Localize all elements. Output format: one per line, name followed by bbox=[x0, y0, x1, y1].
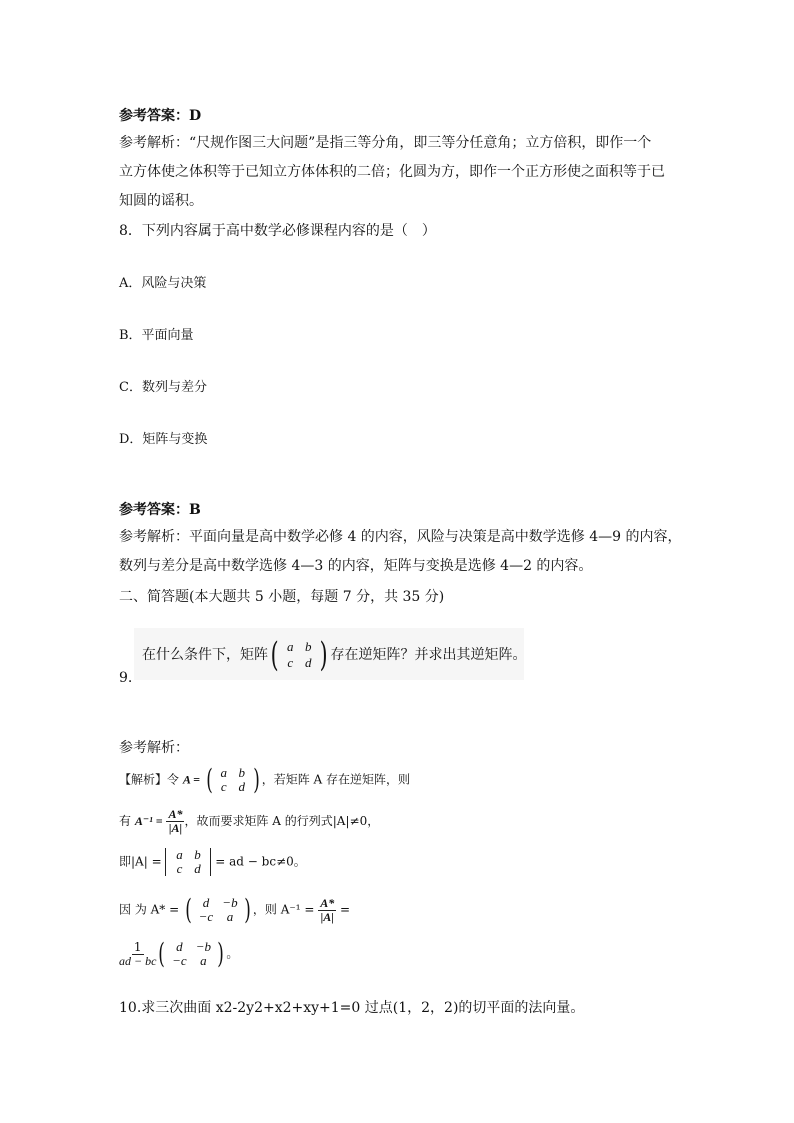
q10-question: 10.求三次曲面 x2-2y2+x2+xy+1=0 过点(1，2，2)的切平面的法向量。 bbox=[119, 1000, 585, 1016]
frac-numerator: A* bbox=[168, 807, 183, 821]
sol-text: = bbox=[340, 902, 351, 917]
adjugate-matrix bbox=[194, 896, 242, 924]
matrix-entry: b bbox=[305, 639, 312, 654]
matrix-entry: d bbox=[202, 895, 210, 910]
frac-denominator: ad − bc bbox=[119, 953, 157, 968]
sol-prefix: 即|A| = bbox=[119, 854, 162, 869]
sol-text: ，故而要求矩阵 A 的行列式|A|≠0， bbox=[184, 814, 380, 828]
q9-matrix bbox=[281, 639, 317, 671]
sol-prefix: 因 为 A* = bbox=[119, 902, 180, 917]
q8-analysis-line-1: 参考解析：平面向量是高中数学必修 4 的内容，风险与决策是高中数学选修 4—9 的内容， bbox=[119, 529, 682, 545]
matrix-entry: b bbox=[194, 847, 201, 862]
matrix-entry: c bbox=[220, 779, 227, 794]
matrix-entry: d bbox=[238, 779, 246, 794]
q7-analysis-line-1: 参考解析：“尺规作图三大问题”是指三等分角，即三等分任意角；立方倍积，即作一个 bbox=[119, 135, 652, 151]
section-2-heading: 二、简答题(本大题共 5 小题，每题 7 分，共 35 分) bbox=[119, 589, 445, 605]
sol-text: ，若矩阵 A 存在逆矩阵，则 bbox=[261, 772, 411, 787]
matrix-entry: c bbox=[176, 861, 183, 876]
sol-text: = ad − bc≠0。 bbox=[215, 854, 306, 869]
q8-answer-label: 参考答案：B bbox=[119, 502, 201, 518]
matrix-entry: −c bbox=[172, 953, 187, 968]
frac-denominator: |A| bbox=[320, 909, 334, 924]
sol-matrix-a bbox=[215, 766, 251, 794]
sol-text: ，则 A⁻¹ = bbox=[252, 902, 315, 917]
matrix-entry: −b bbox=[222, 895, 238, 910]
q9-solution-line-3 bbox=[119, 848, 306, 876]
q9-text-before: 在什么条件下，矩阵 bbox=[142, 647, 268, 663]
left-paren: ( bbox=[206, 763, 213, 796]
right-paren: ) bbox=[244, 893, 251, 926]
q7-answer-label: 参考答案：D bbox=[119, 108, 202, 124]
q9-analysis-label: 参考解析： bbox=[119, 740, 189, 756]
matrix-entry: d bbox=[176, 939, 183, 954]
matrix-entry: c bbox=[287, 655, 294, 670]
q9-question-image bbox=[134, 628, 527, 680]
q8-option-c: C．数列与差分 bbox=[119, 380, 207, 395]
q9-number: 9. bbox=[119, 670, 133, 686]
sol-prefix: 【解析】令 bbox=[119, 772, 180, 787]
sol-end: 。 bbox=[226, 946, 239, 961]
q9-text-after: 存在逆矩阵？并求出其逆矩阵。 bbox=[330, 647, 527, 663]
matrix-entry: d bbox=[305, 655, 312, 670]
q9-solution-line-4 bbox=[119, 893, 350, 927]
fraction-adj-over-det bbox=[318, 897, 336, 924]
left-paren: ( bbox=[270, 635, 279, 675]
left-paren: ( bbox=[185, 893, 192, 926]
frac-denominator: |A| bbox=[168, 821, 183, 835]
left-paren: ( bbox=[158, 937, 166, 970]
matrix-entry: a bbox=[226, 909, 234, 924]
q8-option-a: A．风险与决策 bbox=[119, 276, 207, 291]
q8-analysis-line-2: 数列与差分是高中数学选修 4—3 的内容，矩阵与变换是选修 4—2 的内容。 bbox=[119, 558, 593, 574]
matrix-entry: b bbox=[238, 765, 246, 780]
q8-question: 8．下列内容属于高中数学必修课程内容的是（ ） bbox=[119, 223, 436, 239]
fraction-adj-over-det bbox=[166, 808, 184, 835]
sol-a-inv: A⁻¹ = bbox=[134, 814, 163, 828]
right-paren: ) bbox=[319, 635, 328, 675]
frac-numerator: 1 bbox=[133, 939, 142, 954]
sol-a-eq: A = bbox=[182, 772, 201, 787]
right-paren: ) bbox=[217, 937, 225, 970]
right-paren: ) bbox=[252, 763, 260, 796]
matrix-entry: d bbox=[194, 861, 201, 876]
determinant bbox=[165, 848, 211, 876]
adjugate-matrix bbox=[167, 940, 215, 968]
det-matrix bbox=[170, 848, 206, 876]
matrix-entry: a bbox=[176, 847, 183, 862]
q7-analysis-line-2: 立方体使之体积等于已知立方体体积的二倍；化圆为方，即作一个正方形使之面积等于已 bbox=[119, 164, 665, 180]
q9-solution-line-1 bbox=[119, 763, 410, 797]
q7-analysis-line-3: 知圆的谣积。 bbox=[119, 193, 203, 209]
sol-prefix: 有 bbox=[119, 814, 132, 828]
frac-numerator: A* bbox=[320, 895, 335, 910]
q9-solution-line-2 bbox=[119, 808, 379, 835]
matrix-entry: a bbox=[220, 765, 228, 780]
matrix-entry: −c bbox=[198, 909, 214, 924]
fraction-one-over-det bbox=[119, 941, 156, 968]
q8-option-d: D．矩阵与变换 bbox=[119, 432, 208, 447]
matrix-entry: −b bbox=[195, 939, 212, 954]
q8-option-b: B．平面向量 bbox=[119, 328, 194, 343]
matrix-entry: a bbox=[200, 953, 207, 968]
q9-solution-line-5 bbox=[119, 937, 238, 971]
matrix-entry: a bbox=[287, 639, 294, 654]
